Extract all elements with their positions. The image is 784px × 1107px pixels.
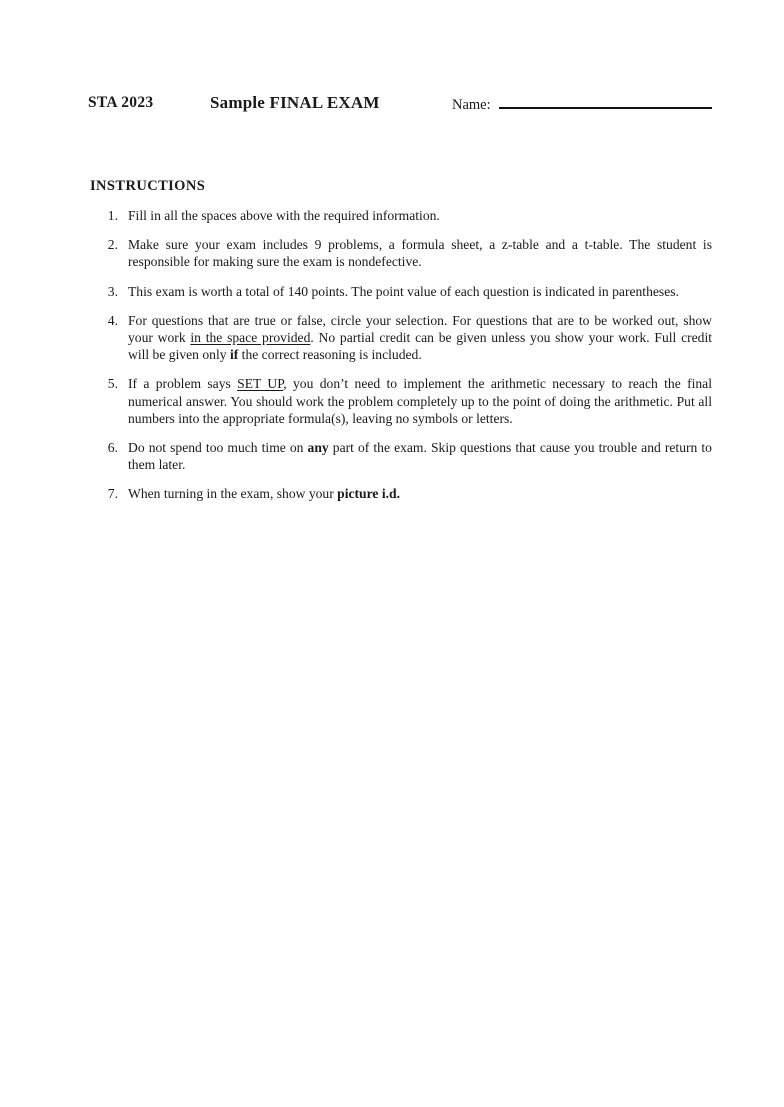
list-item: [90, 283, 712, 300]
list-item-text: If a problem says SET UP, you don’t need to implement the arithmetic necessary to reach the final numerical answer. You should work the problem completely up to the point of doing the arithmetic. Put all numbers into the appropriate formula(s), leaving no symbols or letters.: [128, 376, 712, 426]
page-title: Sample FINAL EXAM: [210, 93, 380, 112]
list-item-number: 3.: [107, 283, 118, 299]
list-item-number: 1.: [107, 208, 118, 223]
list-item: [90, 207, 712, 224]
list-item: [90, 236, 712, 270]
list-item-number: 4.: [107, 312, 118, 328]
instructions-heading: INSTRUCTIONS: [90, 178, 206, 194]
list-item-text: When turning in the exam, show your picture i.d.: [128, 486, 400, 502]
list-item-number: 2.: [107, 237, 118, 253]
course-code: STA 2023: [88, 94, 154, 111]
name-write-in-line[interactable]: [499, 96, 712, 109]
list-item-text: For questions that are true or false, circle your selection. For questions that are to be worked out, show your work in the space provided. No partial credit can be given unless you show your work. Full credit will be given only if the correct reasoning is included.: [128, 312, 713, 363]
list-item-number: 6.: [107, 440, 118, 456]
name-field-group: [452, 96, 712, 114]
name-label: Name:: [452, 97, 491, 113]
list-item-number: 7.: [107, 486, 118, 502]
list-item: [90, 485, 712, 502]
list-item-text: This exam is worth a total of 140 points. The point value of each question is indicated in parentheses.: [128, 283, 679, 299]
list-item-text: Do not spend too much time on any part of the exam. Skip questions that cause you trouble and return to them later.: [128, 440, 712, 473]
list-item: [90, 439, 712, 473]
list-item-number: 5.: [107, 376, 118, 392]
list-item: [90, 375, 712, 427]
exam-header: [88, 94, 712, 120]
list-item-text: Fill in all the spaces above with the required information.: [128, 208, 440, 223]
list-item-text: Make sure your exam includes 9 problems, a formula sheet, a z-table and a t-table. The student is responsible for making sure the exam is nondefective.: [128, 237, 712, 270]
list-item: [90, 312, 712, 364]
instructions-list: [90, 207, 712, 503]
